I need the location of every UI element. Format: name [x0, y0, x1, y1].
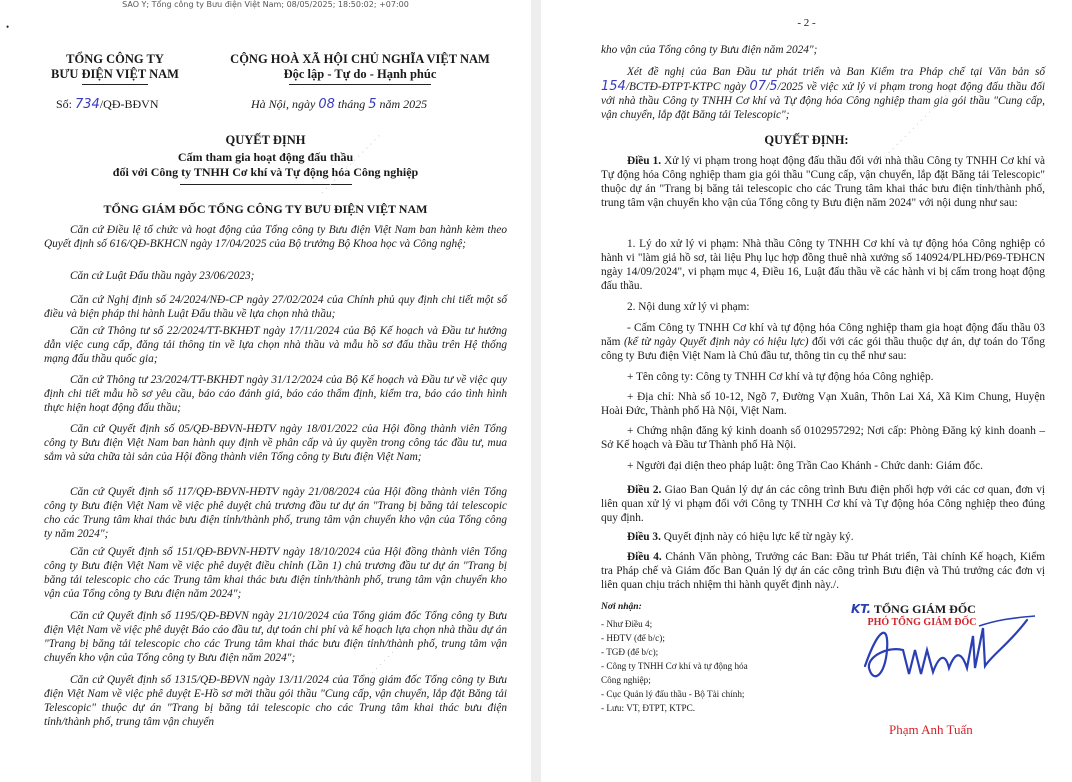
- org-underline: [82, 84, 148, 85]
- article-1-ban: - Cấm Công ty TNHH Cơ khí và tự động hóa Công nghiệp tham gia hoạt động đấu thầu 03 năm (kể từ ngày Quyết định này có hiệu lực) đối với các gói thầu thuộc dự án, dự toán do Tổng công ty Bưu điện Việt Nam là Chủ đầu tư, thông tin cụ thể như sau:: [601, 322, 1046, 362]
- ground-4: Căn cứ Thông tư số 22/2024/TT-BKHĐT ngày 17/11/2024 của Bộ Kế hoạch và Đầu tư hướng dẫn việc cung cấp, đăng tải thông tin về lựa chọn nhà thầu và mẫu hồ sơ đấu thầu trên Hệ thống mạng đấu thầu quốc gia;: [44, 325, 507, 365]
- ground-8: Căn cứ Quyết định số 151/QĐ-BĐVN-HĐTV ngày 18/10/2024 của Hội đồng thành viên Tổng công ty Bưu điện Việt Nam về việc phê duyệt điều chỉnh (Lần 1) chủ trương đầu tư dự án "Trang bị băng tải telescopic cho các Trung tâm khai thác bưu điện tỉnh/thành phố, trung tâm vận chuyển kho vận của Tổng công ty Bưu điện năm 2024";: [44, 546, 507, 600]
- signature-stroke: [865, 620, 1027, 676]
- corner-mark: •: [6, 22, 10, 32]
- ground-3: Căn cứ Nghị định số 24/2024/NĐ-CP ngày 27/02/2024 của Chính phủ quy định chi tiết một số điều và biện pháp thi hành Luật Đấu thầu về lựa chọn nhà thầu;: [44, 294, 507, 320]
- copy-stamp: SAO Y; Tổng công ty Bưu điện Việt Nam; 08/05/2025; 18:50:02; +07:00: [122, 0, 409, 9]
- article-2: Điều 2. Giao Ban Quản lý dự án các công trình Bưu điện phối hợp với các cơ quan, đơn vị liên quan xử lý vi phạm đối với Công ty TNHH Cơ khí và Tự động hóa Công nghiệp theo đúng quy định.: [601, 484, 1045, 524]
- watermark-trace: · · · · · · · · · · · · · · ·: [318, 132, 385, 198]
- recipients-title: Nơi nhận:: [601, 602, 642, 612]
- document-subject: Cấm tham gia hoạt động đấu thầu đối với Công ty TNHH Cơ khí và Tự động hóa Công nghiệp: [112, 150, 419, 179]
- document-type: QUYẾT ĐỊNH: [225, 133, 306, 147]
- ground-6: Căn cứ Quyết định số 05/QĐ-BĐVN-HĐTV ngày 18/01/2022 của Hội đồng thành viên Tổng công ty Bưu điện Việt Nam ban hành quy định về phân cấp và ủy quyền trong công tác đầu tư, mua sắm và sửa chữa tài sản của Hội đồng thành viên Tổng công ty Bưu điện Việt Nam;: [44, 423, 507, 463]
- decision-heading: QUYẾT ĐỊNH:: [764, 133, 849, 147]
- ground-10: Căn cứ Quyết định số 1315/QĐ-BĐVN ngày 13/11/2024 của Tổng giám đốc Tổng công ty Bưu điện Việt Nam về việc phê duyệt E-Hồ sơ mời thầu gói thầu "Cung cấp, vận chuyển, lắp đặt Băng tải Telescopic" thuộc dự án "Trang bị băng tải telescopic cho các Trung tâm khai thác bưu điện tỉnh/thành phố, trung tâm vận chuyển: [44, 674, 507, 728]
- ground-5: Căn cứ Thông tư 23/2024/TT-BKHĐT ngày 31/12/2024 của Bộ Kế hoạch và Đầu tư về việc quy định chi tiết mẫu hồ sơ yêu cầu, báo cáo đánh giá, báo cáo thẩm định, kiểm tra, báo cáo tình hình thực hiện hoạt động đấu thầu;: [44, 374, 507, 414]
- company-registration: + Chứng nhận đăng ký kinh doanh số 0102957292; Nơi cấp: Phòng Đăng ký kinh doanh – Sở Kế hoạch và Đầu tư Thành phố Hà Nội.: [601, 425, 1045, 451]
- article-1: Điều 1. Xử lý vi phạm trong hoạt động đấu thầu đối với nhà thầu Công ty TNHH Cơ khí và Tự động hóa Công nghiệp tham gia gói thầu "Cung cấp, vận chuyển, lắp đặt Băng tải Telescopic" thuộc dự án "Trang bị băng tải telescopic cho các Trung tâm khai thác bưu điện tỉnh/thành phố, trung tâm vận chuyển kho vận của Tổng công ty Bưu điện năm 2024" với nội dung như sau:: [601, 155, 1045, 209]
- recipient-item: Công nghiệp;: [601, 675, 651, 685]
- article-1-reason: 1. Lý do xử lý vi phạm: Nhà thầu Công ty TNHH Cơ khí và tự động hóa Công nghiệp có hành vi "làm giả hồ sơ, tài liệu Phụ lục hợp đồng thuê nhà xưởng số 140924/PLHĐ/P69-TĐHCN ngày 14/09/2024", vi phạm mục 4, Điều 16, Luật đấu thầu về các hành vi bị cấm trong hoạt động đấu thầu.: [601, 238, 1045, 292]
- article-1-content-heading: 2. Nội dung xử lý vi phạm:: [627, 301, 750, 313]
- page-2: [541, 0, 1072, 782]
- continuation-text: kho vận của Tổng công ty Bưu điện năm 2024";: [601, 44, 818, 56]
- deputy-stamp: PHÓ TỔNG GIÁM ĐỐC: [867, 617, 977, 628]
- handwritten-signature: [859, 606, 1049, 698]
- signature-title: KT. TỔNG GIÁM ĐỐC: [851, 602, 976, 616]
- signer-name: Phạm Anh Tuấn: [889, 722, 973, 737]
- company-name: + Tên công ty: Công ty TNHH Cơ khí và tự động hóa Công nghiệp.: [627, 371, 934, 383]
- article-3: Điều 3. Quyết định này có hiệu lực kể từ ngày ký.: [627, 531, 854, 543]
- motto-underline: [289, 84, 431, 85]
- page-number: - 2 -: [797, 17, 816, 29]
- authority-title: TỔNG GIÁM ĐỐC TỔNG CÔNG TY BƯU ĐIỆN VIỆT NAM: [103, 202, 428, 216]
- recipient-item: - HĐTV (để b/c);: [601, 633, 665, 643]
- company-representative: + Người đại diện theo pháp luật: ông Trần Cao Khánh - Chức danh: Giám đốc.: [627, 460, 983, 472]
- ground-7: Căn cứ Quyết định số 117/QĐ-BĐVN-HĐTV ngày 21/08/2024 của Hội đồng thành viên Tổng công ty Bưu điện Việt Nam về việc phê duyệt chủ trương đầu tư dự án "Trang bị băng tải telescopic cho các Trung tâm khai thác bưu điện tỉnh/thành phố, trung tâm vận chuyển kho vận của Tổng công ty năm 2024";: [44, 486, 507, 540]
- watermark-trace: · · · · · · · · · · · · · · ·: [368, 612, 435, 678]
- ground-1: Căn cứ Điều lệ tổ chức và hoạt động của Tổng công ty Bưu điện Việt Nam ban hành kèm theo Quyết định số 616/QĐ-BKHCN ngày 17/04/2025 của Bộ trưởng Bộ Khoa học và Công nghệ;: [44, 224, 507, 250]
- recipient-item: - Như Điều 4;: [601, 619, 653, 629]
- ground-9: Căn cứ Quyết định số 1195/QĐ-BĐVN ngày 21/10/2024 của Tổng giám đốc Tổng công ty Bưu điện Việt Nam về việc phê duyệt Báo cáo đầu tư, dự toán chi phí và kế hoạch lựa chọn nhà thầu dự án "Trang bị băng tải telescopic cho các Trung tâm khai thác bưu điện tỉnh/thành phố, trung tâm vận chuyển kho vận của Tổng công ty Bưu điện năm 2024";: [44, 610, 507, 664]
- page-1: [0, 0, 531, 782]
- document-number: Số: 734/QĐ-BĐVN: [56, 97, 159, 112]
- ground-2: Căn cứ Luật Đấu thầu ngày 23/06/2023;: [70, 270, 255, 282]
- watermark-trace: · · · · · · · · · · · · · · · · ·: [881, 88, 956, 162]
- recipient-item: - Công ty TNHH Cơ khí và tự động hóa: [601, 661, 748, 671]
- document-date: Hà Nội, ngày 08 tháng 5 năm 2025: [251, 97, 428, 112]
- recipient-item: - TGĐ (để b/c);: [601, 647, 659, 657]
- proposal-paragraph: Xét đề nghị của Ban Đầu tư phát triển và Ban Kiểm tra Pháp chế tại Văn bản số 154/BCTĐ-ĐTPT-KTPC ngày 07/5/2025 về việc xử lý vi phạm trong hoạt động đấu thầu đối với nhà thầu Công ty TNHH Cơ khí và Tự động hóa Công nghiệp tham gia gói thầu "Cung cấp, vận chuyển, lắp đặt Băng tải Telescopic";: [601, 66, 1045, 121]
- article-4: Điều 4. Chánh Văn phòng, Trưởng các Ban: Đầu tư Phát triển, Tài chính Kế hoạch, Kiểm tra Pháp chế và Giám đốc Ban Quản lý dự án các công trình Bưu điện và Thủ trưởng các đơn vị liên quan chịu trách nhiệm thi hành quyết định này./.: [601, 551, 1045, 591]
- company-address: + Địa chỉ: Nhà số 10-12, Ngõ 7, Đường Vạn Xuân, Thôn Lai Xá, Xã Kim Chung, Huyện Hoài Đức, Thành phố Hà Nội, Việt Nam.: [601, 391, 1045, 417]
- recipient-item: - Cục Quản lý đấu thầu - Bộ Tài chính;: [601, 689, 745, 699]
- recipient-item: - Lưu: VT, ĐTPT, KTPC.: [601, 703, 696, 713]
- org-name: TỔNG CÔNG TY BƯU ĐIỆN VIỆT NAM: [51, 52, 179, 81]
- national-motto: CỘNG HOÀ XÃ HỘI CHỦ NGHĨA VIỆT NAM Độc lập - Tự do - Hạnh phúc: [230, 52, 490, 81]
